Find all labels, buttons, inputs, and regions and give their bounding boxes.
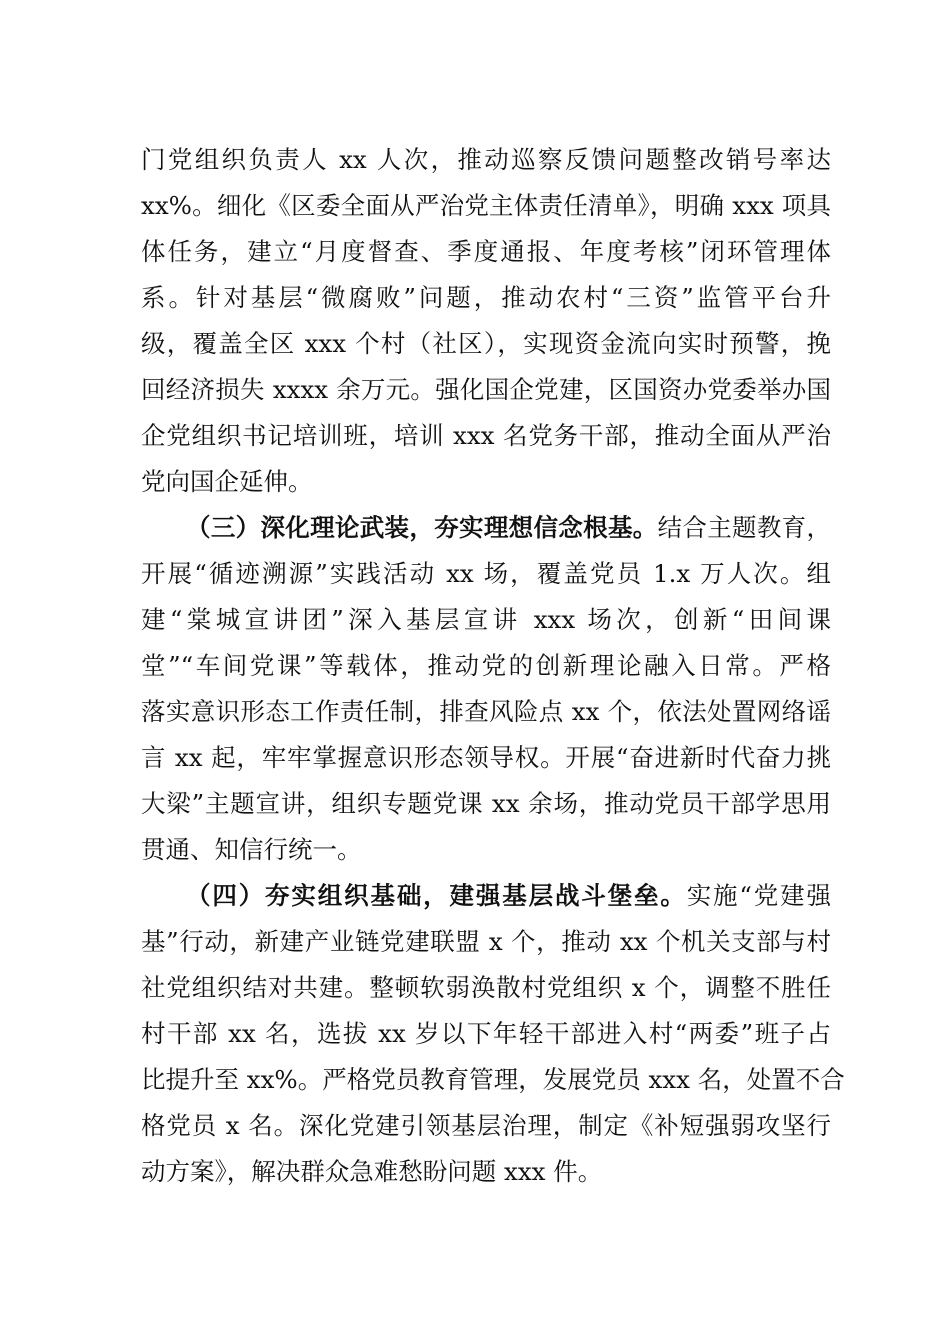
text-line: 堂”“车间党课”等载体，推动党的创新理论融入日常。严格 xyxy=(141,651,831,680)
text-line: 体任务，建立“月度督查、季度通报、年度考核”闭环管理体 xyxy=(141,237,831,266)
text-line: 党向国企延伸。 xyxy=(141,467,313,496)
text-line: 格党员 x 名。深化党建引领基层治理，制定《补短强弱攻坚行 xyxy=(141,1111,831,1140)
section-heading: （三）深化理论武装，夯实理想信念根基。 xyxy=(186,513,658,542)
text-line: 动方案》，解决群众急难愁盼问题 xxx 件。 xyxy=(141,1157,603,1186)
text-line: 贯通、知信行统一。 xyxy=(141,835,362,864)
text-line: 落实意识形态工作责任制，排查风险点 xx 个，依法处置网络谣 xyxy=(141,697,831,726)
text-line: 企党组织书记培训班，培训 xxx 名党务干部，推动全面从严治 xyxy=(141,421,831,450)
section-heading: （四）夯实组织基础，建强基层战斗堡垒。 xyxy=(186,881,687,910)
text-line: 比提升至 xx%。严格党员教育管理，发展党员 xxx 名，处置不合 xyxy=(141,1065,845,1094)
text-line: xx%。细化《区委全面从严治党主体责任清单》，明确 xxx 项具 xyxy=(141,191,831,220)
text-line: 基”行动，新建产业链党建联盟 x 个，推动 xx 个机关支部与村 xyxy=(141,927,831,956)
text-line: 系。针对基层“微腐败”问题，推动农村“三资”监管平台升 xyxy=(141,283,831,312)
section-heading-line xyxy=(186,510,831,546)
text-line: 回经济损失 xxxx 余万元。强化国企党建，区国资办党委举办国 xyxy=(141,375,831,404)
text-line: 建“棠城宣讲团”深入基层宣讲 xxx 场次，创新“田间课 xyxy=(141,605,831,634)
section-heading-line xyxy=(186,878,831,914)
section-heading-rest: 结合主题教育， xyxy=(657,513,831,542)
text-line: 村干部 xx 名，选拔 xx 岁以下年轻干部进入村“两委”班子占 xyxy=(141,1019,831,1048)
text-line: 社党组织结对共建。整顿软弱涣散村党组织 x 个，调整不胜任 xyxy=(141,973,831,1002)
text-line: 言 xx 起，牢牢掌握意识形态领导权。开展“奋进新时代奋力挑 xyxy=(141,743,831,772)
text-line: 开展“循迹溯源”实践活动 xx 场，覆盖党员 1.x 万人次。组 xyxy=(141,559,831,588)
text-line: 门党组织负责人 xx 人次，推动巡察反馈问题整改销号率达 xyxy=(141,145,831,174)
text-line: 大梁”主题宣讲，组织专题党课 xx 余场，推动党员干部学思用 xyxy=(141,789,831,818)
text-line: 级，覆盖全区 xxx 个村（社区），实现资金流向实时预警，挽 xyxy=(141,329,831,358)
section-heading-rest: 实施“党建强 xyxy=(686,881,831,910)
